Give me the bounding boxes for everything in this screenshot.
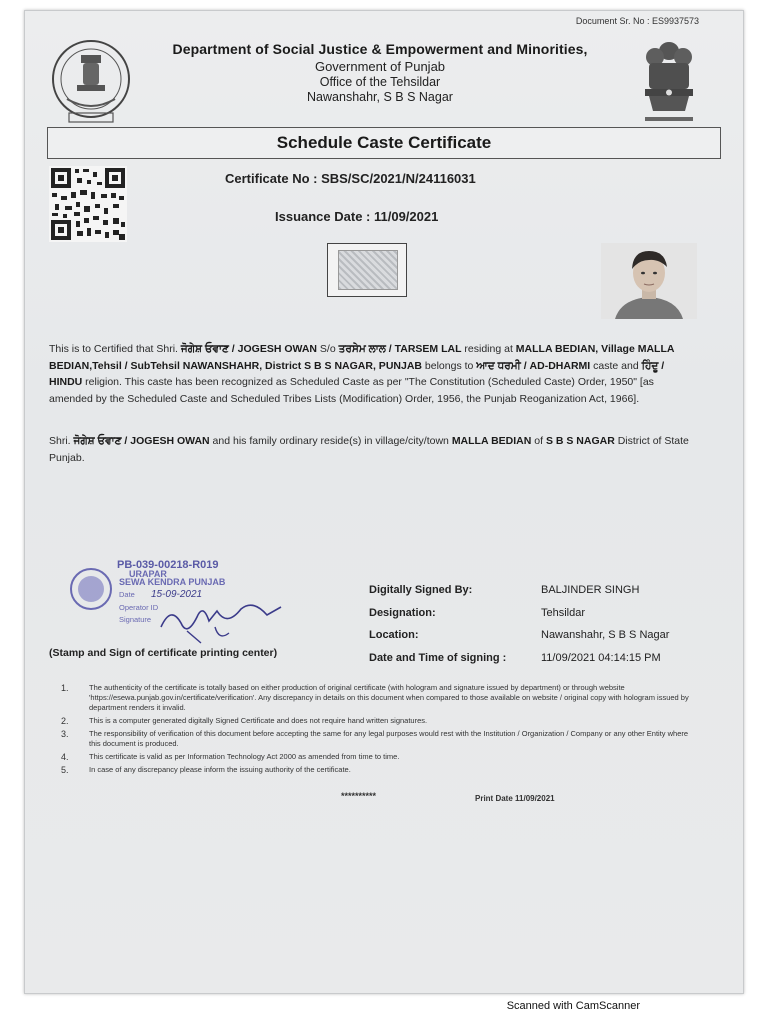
para2-text-3: of	[531, 435, 546, 447]
para1-text-2: S/o	[317, 343, 339, 355]
note-text: In case of any discrepancy please inform the issuing authority of the certificate.	[89, 765, 351, 774]
certificate-sheet	[24, 10, 744, 994]
location-label: Location:	[369, 629, 419, 642]
note-number: 3.	[61, 729, 69, 739]
note-number: 1.	[61, 683, 69, 693]
note-item	[61, 765, 701, 775]
stamp-operator-label: Operator ID	[119, 603, 159, 612]
note-item	[61, 729, 701, 749]
note-number: 5.	[61, 765, 69, 775]
signing-datetime-label: Date and Time of signing :	[369, 651, 507, 664]
digital-signature-details	[369, 579, 709, 669]
office-location: Nawanshahr, S B S Nagar	[307, 90, 453, 104]
certificate-notes	[61, 683, 701, 778]
para1-text-6: religion. This caste has been recognized as Scheduled Caste as per "The Constitution (Scheduled Caste) Order, 1950" [as amended by the Scheduled Caste and Scheduled Tribes Lists (Modification) Order, 1956, the Punjab Reoganization Act, 1966].	[49, 376, 654, 405]
stamp-caption: (Stamp and Sign of certificate printing center)	[49, 647, 278, 659]
note-number: 4.	[61, 752, 69, 762]
note-text: The responsibility of verification of this document before accepting the same for any legal purposes would rest with the Institution / Organization / Company or any other Entity where this document is produced.	[89, 729, 689, 748]
printing-center-stamp	[65, 559, 295, 651]
designation-value: Tehsildar	[541, 606, 586, 619]
national-emblem-icon	[637, 35, 701, 127]
hologram-seal	[327, 243, 407, 297]
stamp-date-value: 15-09-2021	[150, 589, 203, 600]
certification-paragraph	[49, 341, 699, 407]
location-row	[369, 624, 709, 647]
para2-text-1: Shri.	[49, 435, 74, 447]
applicant-name: ਜੋਗੇਸ਼ ਓਵਾਣ / JOGESH OWAN	[180, 343, 317, 355]
issuing-office-header	[145, 41, 615, 104]
location-value: Nawanshahr, S B S Nagar	[541, 629, 670, 642]
note-item	[61, 683, 701, 713]
stamp-date-label: Date	[119, 590, 135, 599]
end-of-document-marker: **********	[341, 791, 377, 801]
note-text: This is a computer generated digitally Signed Certificate and does not require hand written signatures.	[89, 716, 428, 725]
stamp-signature-label: Signature	[119, 615, 152, 624]
signed-by-value: BALJINDER SINGH	[541, 584, 640, 597]
scanner-watermark: Scanned with CamScanner	[506, 1000, 640, 1012]
designation-row	[369, 602, 709, 625]
department-name: Department of Social Justice & Empowerment and Minorities,	[172, 41, 588, 57]
residence-address: MALLA BEDIAN, Village MALLA BEDIAN,Tehsil / SubTehsil NAWANSHAHR, District S B S NAGAR, PUNJAB	[49, 343, 675, 372]
signing-datetime-value: 11/09/2021 04:14:15 PM	[541, 651, 661, 664]
father-name: ਤਰਸੇਮ ਲਾਲ / TARSEM LAL	[338, 343, 462, 355]
qr-code-icon	[49, 166, 127, 242]
office-name: Office of the Tehsildar	[319, 75, 441, 89]
para2-text-2: and his family ordinary reside(s) in village/city/town	[209, 435, 452, 447]
punjab-government-seal-icon	[47, 37, 135, 125]
stamp-village: URAPAR	[129, 569, 167, 579]
stamp-seal-icon	[69, 567, 113, 611]
note-text: This certificate is valid as per Information Technology Act 2000 as amended from time to time.	[89, 752, 400, 761]
residence-district: S B S NAGAR	[545, 435, 615, 447]
applicant-name-2: ਜੋਗੇਸ਼ ਓਵਾਣ / JOGESH OWAN	[73, 435, 210, 447]
para1-text-4: belongs to	[422, 359, 477, 372]
note-text: The authenticity of the certificate is totally based on either production of original certificate (with hologram and signature issued by department) or through website 'https://esewa.punjab.gov.in/certificate/verification'. Any discrepancy in details on this document when compared to those available on website / original copy with hologram issued by department renders it invalid.	[89, 683, 689, 712]
note-number: 2.	[61, 716, 69, 726]
print-date: Print Date 11/09/2021	[475, 794, 555, 803]
note-item	[61, 752, 701, 762]
applicant-photo	[601, 243, 697, 319]
signing-datetime-row	[369, 647, 709, 670]
signed-by-row	[369, 579, 709, 602]
caste-name: ਆਦ ਧਰਮੀ / AD-DHARMI	[476, 359, 591, 372]
religion-name: ਹਿੰਦੂ / HINDU	[49, 359, 665, 388]
residence-place: MALLA BEDIAN	[451, 435, 532, 447]
note-item	[61, 716, 701, 726]
certificate-number: Certificate No : SBS/SC/2021/N/24116031	[225, 171, 476, 186]
government-name: Government of Punjab	[314, 59, 446, 74]
para2-text-4: District of State Punjab.	[49, 435, 689, 464]
certificate-title: Schedule Caste Certificate	[47, 127, 721, 159]
para1-text-5: caste and	[590, 359, 642, 372]
handwritten-signature	[157, 597, 287, 645]
hologram-pattern	[338, 250, 398, 290]
issuance-date: Issuance Date : 11/09/2021	[275, 209, 439, 224]
designation-label: Designation:	[369, 606, 436, 619]
stamp-center-name: SEWA KENDRA PUNJAB	[119, 577, 226, 587]
signed-by-label: Digitally Signed By:	[369, 584, 473, 597]
document-serial-number: Document Sr. No : ES9937573	[575, 16, 699, 26]
stamp-code: PB-039-00218-R019	[117, 559, 219, 571]
residence-paragraph	[49, 433, 699, 466]
para1-text-3: residing at	[461, 343, 516, 355]
para1-text-1: This is to Certified that Shri.	[49, 343, 181, 355]
